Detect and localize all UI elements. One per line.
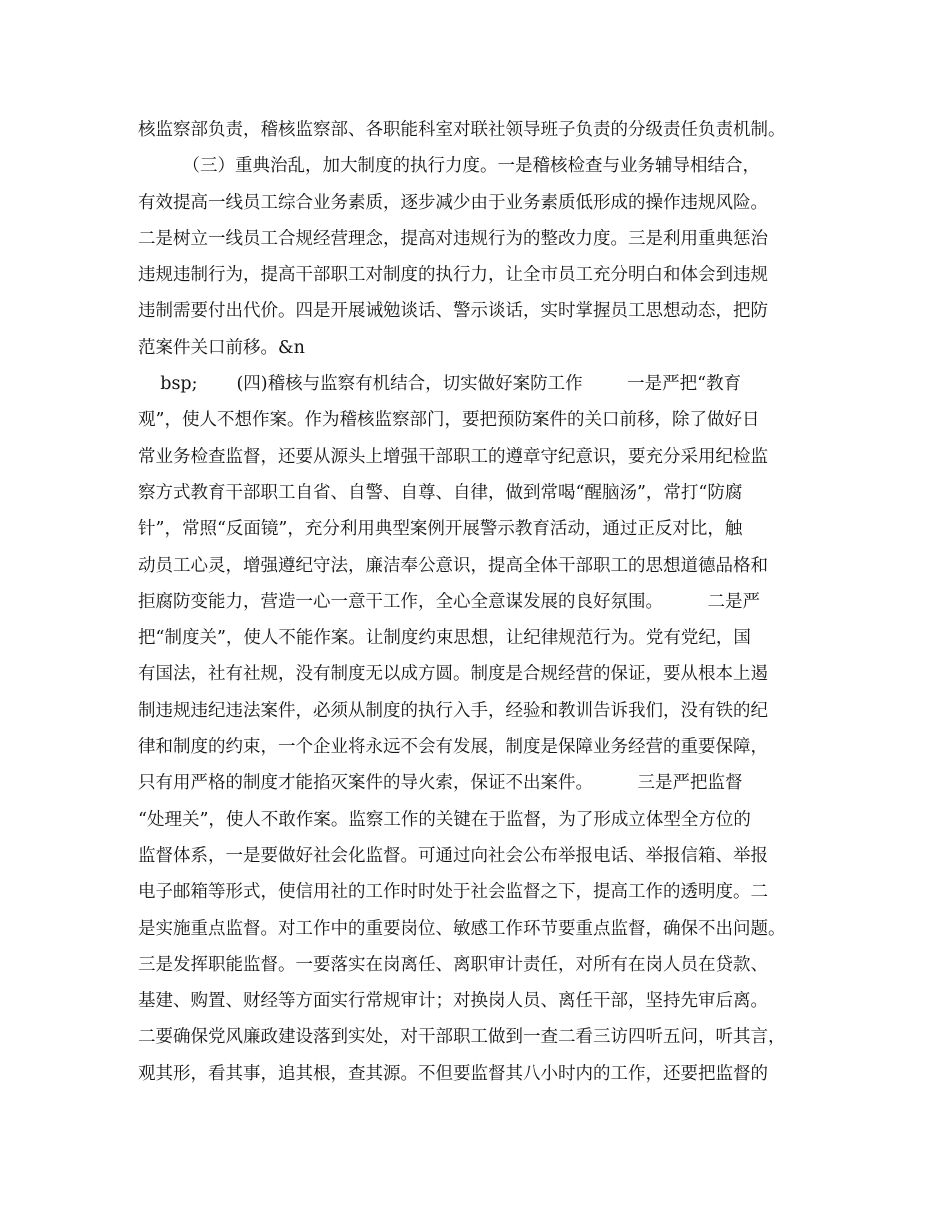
text-line: 观其形，看其事，追其根，查其源。不但要监督其八小时内的工作，还要把监督的 xyxy=(138,1063,768,1084)
text-line: 范案件关口前移。&n xyxy=(138,337,305,358)
text-line: 有国法，社有社规，没有制度无以成方圆。制度是合规经营的保证，要从根本上遏 xyxy=(138,664,768,685)
text-line: 针”，常照“反面镜”，充分利用典型案例开展警示教育活动，通过正反对比，触 xyxy=(138,519,743,540)
text-line: 二要确保党风廉政建设落到实处，对干部职工做到一查二看三访四听五问，听其言， xyxy=(138,1027,786,1048)
text-line: 只有用严格的制度才能掐灭案件的导火索，保证不出案件。 三是严把监督 xyxy=(138,773,743,794)
text-line: 察方式教育干部职工自省、自警、自尊、自律，做到常喝“醒脑汤”，常打“防腐 xyxy=(138,482,743,503)
text-line: 电子邮箱等形式，使信用社的工作时时处于社会监督之下，提高工作的透明度。二 xyxy=(138,882,768,903)
text-line: 是实施重点监督。对工作中的重要岗位、敏感工作环节要重点监督，确保不出问题。 xyxy=(138,918,786,939)
text-line: 基建、购置、财经等方面实行常规审计；对换岗人员、离任干部，坚持先审后离。 xyxy=(138,991,768,1012)
text-line: 违制需要付出代价。四是开展诫勉谈话、警示谈话，实时掌握员工思想动态，把防 xyxy=(138,301,768,322)
text-line: 三是发挥职能监督。一要落实在岗离任、离职审计责任，对所有在岗人员在贷款、 xyxy=(138,954,768,975)
text-line: 观”，使人不想作案。作为稽核监察部门，要把预防案件的关口前移，除了做好日 xyxy=(138,410,760,431)
text-line: 核监察部负责，稽核监察部、各职能科室对联社领导班子负责的分级责任负责机制。 xyxy=(138,120,786,140)
text-line: 律和制度的约束，一个企业将永远不会有发展，制度是保障业务经营的重要保障， xyxy=(138,737,768,758)
text-line: 监督体系，一是要做好社会化监督。可通过向社会公布举报电话、举报信箱、举报 xyxy=(138,845,768,866)
document-body xyxy=(138,112,828,1092)
text-line: （三）重典治乱，加大制度的执行力度。一是稽核检查与业务辅导相结合， xyxy=(138,156,760,177)
text-line: 动员工心灵，增强遵纪守法，廉洁奉公意识，提高全体干部职工的思想道德品格和 xyxy=(138,555,768,576)
text-line: 制违规违纪违法案件，必须从制度的执行入手，经验和教训告诉我们，没有铁的纪 xyxy=(138,700,768,721)
text-line: 有效提高一线员工综合业务素质，逐步减少由于业务素质低形成的操作违规风险。 xyxy=(138,192,768,213)
text-line: “处理关”，使人不敢作案。监察工作的关键在于监督，为了形成立体型全方位的 xyxy=(138,809,751,830)
text-line: bsp; (四)稽核与监察有机结合，切实做好案防工作 一是严把“教育 xyxy=(138,374,742,395)
text-line: 违规违制行为，提高干部职工对制度的执行力，让全市员工充分明白和体会到违规 xyxy=(138,265,768,286)
text-line: 把“制度关”，使人不能作案。让制度约束思想，让纪律规范行为。党有党纪，国 xyxy=(138,628,751,649)
text-line: 拒腐防变能力，营造一心一意干工作，全心全意谋发展的良好氛围。 二是严 xyxy=(138,591,760,612)
text-line: 常业务检查监督，还要从源头上增强干部职工的遵章守纪意识，要充分采用纪检监 xyxy=(138,446,768,467)
text-line: 二是树立一线员工合规经营理念，提高对违规行为的整改力度。三是利用重典惩治 xyxy=(138,228,768,249)
